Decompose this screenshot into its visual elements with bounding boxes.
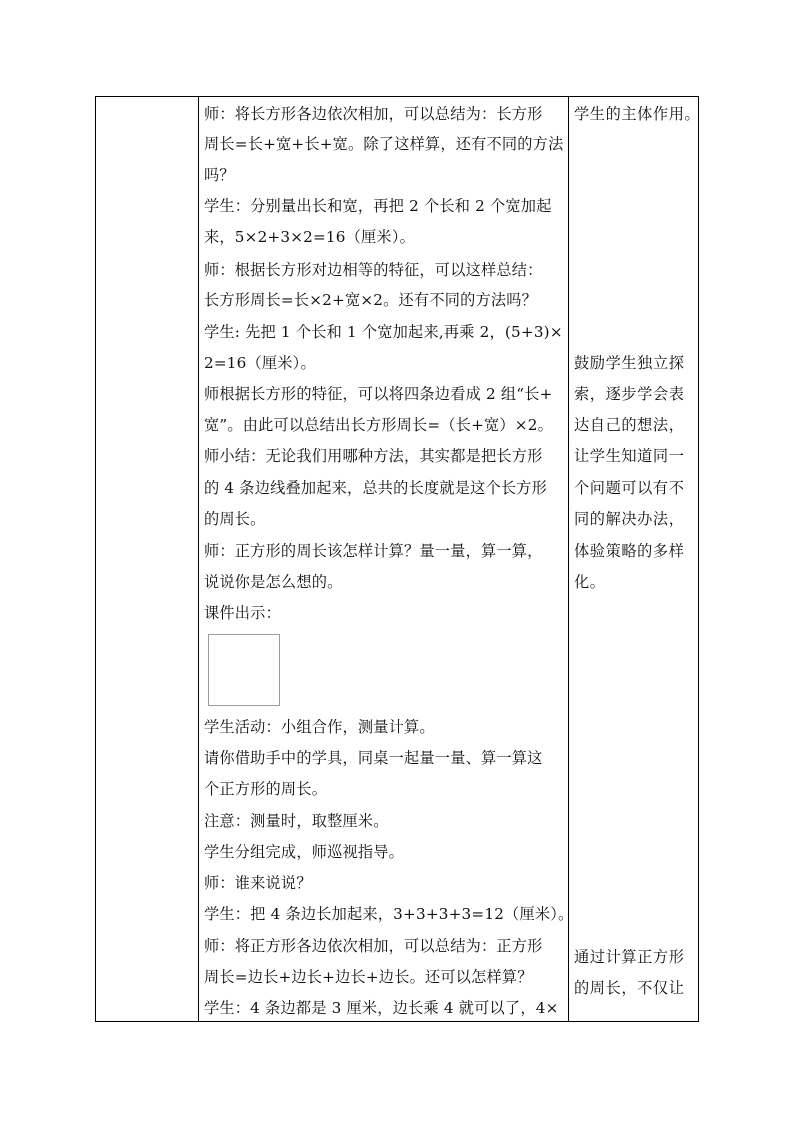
text-line: 学生分组完成，师巡视指导。 [204,843,405,861]
note-line: 的周长，不仅让 [574,979,685,997]
text-line: 注意：测量时，取整厘米。 [204,812,389,830]
text-line: 学生：分别量出长和宽，再把 2 个长和 2 个宽加起 [204,197,552,215]
text-line: 学生活动：小组合作，测量计算。 [204,718,435,736]
column-divider-right [568,97,569,1021]
text-line: 师小结：无论我们用哪种方法，其实都是把长方形 [204,447,543,465]
text-line: 师：谁来说说？ [204,874,312,892]
text-line: 师：将长方形各边依次相加，可以总结为：长方形 [204,105,543,123]
text-line: 学生：4 条边都是 3 厘米，边长乘 4 就可以了，4× [204,999,559,1017]
text-line: 的 4 条边线叠加起来，总共的长度就是这个长方形 [204,479,548,497]
text-line: 学生: 先把 1 个长和 1 个宽加起来,再乘 2，(5+3)× [204,323,563,341]
note-line: 个问题可以有不 [574,479,685,497]
text-line: 周长=边长+边长+边长+边长。还可以怎样算？ [204,968,533,986]
text-line: 长方形周长=长×2+宽×2。还有不同的方法吗？ [204,291,538,309]
text-line: 师：正方形的周长该怎样计算？量一量，算一算， [204,542,543,560]
note-line: 达自己的想法， [574,416,685,434]
square-figure [208,634,280,706]
note-line: 鼓励学生独立探 [574,354,685,372]
text-line: 课件出示： [204,604,281,622]
text-line: 2=16（厘米）。 [204,354,316,372]
text-line: 请你借助手中的学具，同桌一起量一量、算一算这 [204,749,543,767]
text-line: 师：将正方形各边依次相加，可以总结为：正方形 [204,937,543,955]
text-line: 说说你是怎么想的。 [204,573,343,591]
column-divider-left [198,97,199,1021]
text-line: 学生：把 4 条边长加起来，3+3+3+3=12（厘米）。 [204,905,574,923]
lesson-plan-table [95,96,699,1022]
note-line: 学生的主体作用。 [574,105,701,123]
text-line: 师根据长方形的特征，可以将四条边看成 2 组“长+ [204,385,553,403]
text-line: 的周长。 [204,510,266,528]
text-line: 吗？ [204,166,235,184]
text-line: 个正方形的周长。 [204,780,328,798]
text-line: 宽”。由此可以总结出长方形周长=（长+宽）×2。 [204,416,553,434]
text-line: 周长=长+宽+长+宽。除了这样算，还有不同的方法 [204,135,564,153]
note-line: 体验策略的多样 [574,542,685,560]
note-line: 化。 [574,573,606,591]
note-line: 通过计算正方形 [574,948,685,966]
note-line: 索，逐步学会表 [574,385,685,403]
note-line: 同的解决办法， [574,510,685,528]
text-line: 师：根据长方形对边相等的特征，可以这样总结： [204,261,543,279]
note-line: 让学生知道同一 [574,447,685,465]
text-line: 来，5×2+3×2=16（厘米）。 [204,228,415,246]
